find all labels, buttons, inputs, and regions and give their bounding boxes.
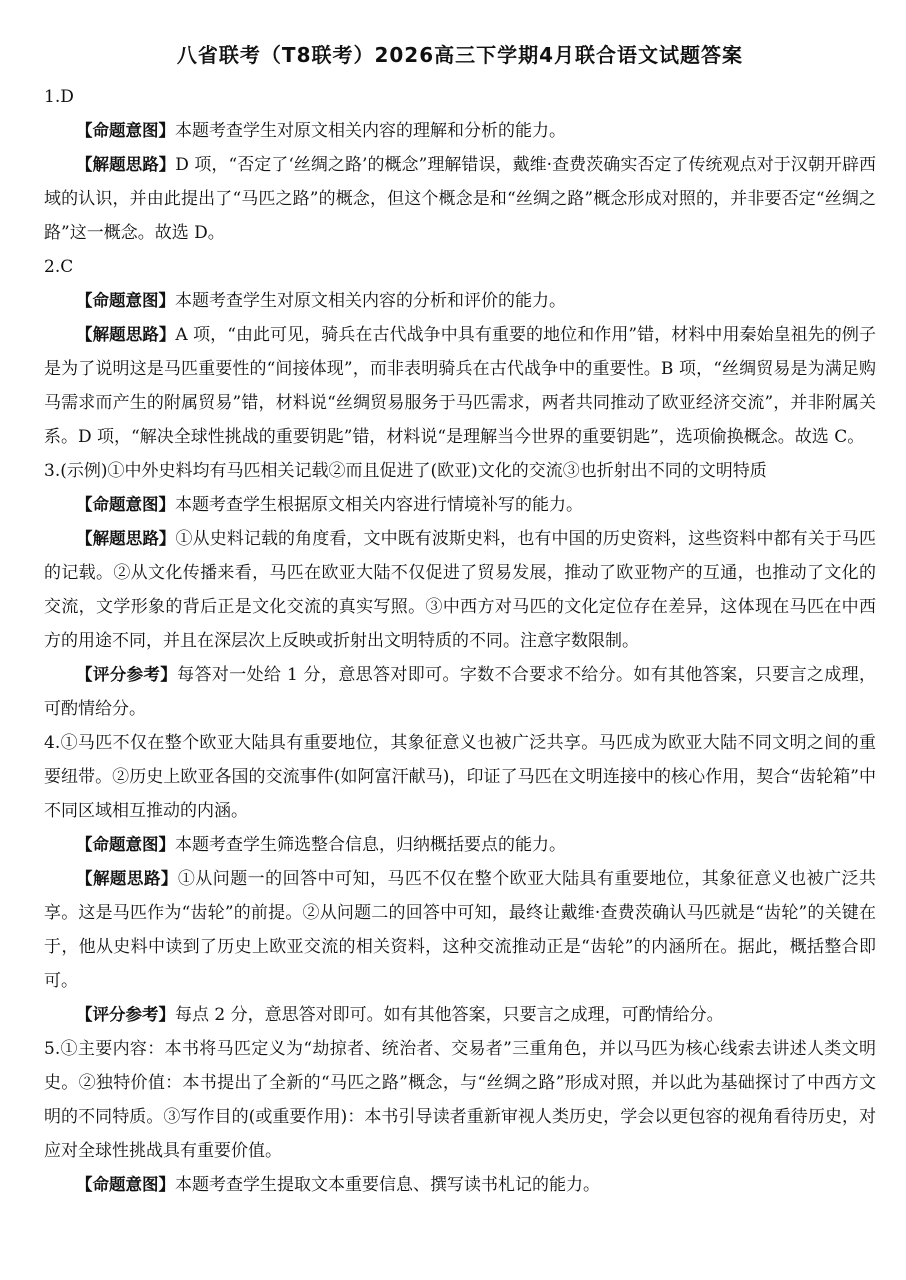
q3-intent-text: 本题考查学生根据原文相关内容进行情境补写的能力。 [175, 495, 583, 515]
scoring-label: 【评分参考】 [76, 1005, 175, 1024]
q3-intent [44, 488, 876, 522]
q2-intent [44, 284, 876, 318]
q2-approach-text: A 项，“由此可见，骑兵在古代战争中具有重要的地位和作用”错，材料中用秦始皇祖先的例子是为了说明这是马匹重要性的“间接体现”，而非表明骑兵在古代战争中的重要性。B 项，“丝绸贸易是为满足购马需求而产生的附属贸易”错，材料说“丝绸贸易服务于马匹需求，两者共同推动了欧亚经济交流”，并非附属关系。D 项，“解决全球性挑战的重要钥匙”错，材料说“是理解当今世界的重要钥匙”，选项偷换概念。故选 C。 [44, 325, 876, 447]
approach-label: 【解题思路】 [76, 325, 176, 344]
q4-approach-text: ①从问题一的回答中可知，马匹不仅在整个欧亚大陆具有重要地位，其象征意义也被广泛共享。这是马匹作为“齿轮”的前提。②从问题二的回答中可知，最终让戴维·查费茨确认马匹就是“齿轮”的关键在于，他从史料中读到了历史上欧亚交流的相关资料，这种交流推动正是“齿轮”的内涵所在。据此，概括整合即可。 [44, 869, 877, 991]
intent-label: 【命题意图】 [76, 835, 175, 854]
intent-label: 【命题意图】 [76, 495, 175, 514]
page-title: 八省联考（T8联考）2026高三下学期4月联合语文试题答案 [176, 43, 744, 67]
q5-answer: 5.①主要内容：本书将马匹定义为“劫掠者、统治者、交易者”三重角色，并以马匹为核心线索去讲述人类文明史。②独特价值：本书提出了全新的“马匹之路”概念，与“丝绸之路”形成对照，并以此为基础探讨了中西方文明的不同特质。③写作目的(或重要作用)：本书引导读者重新审视人类历史，学会以更包容的视角看待历史，对应对全球性挑战具有重要价值。 [44, 1039, 876, 1161]
q4-scoring-text: 每点 2 分，意思答对即可。如有其他答案，只要言之成理，可酌情给分。 [175, 1005, 724, 1025]
q1-approach-text: D 项，“否定了‘丝绸之路’的概念”理解错误，戴维·查费茨确实否定了传统观点对于汉朝开辟西域的认识，并由此提出了“马匹之路”的概念，但这个概念是和“丝绸之路”概念形成对照的，并非要否定“丝绸之路”这一概念。故选 D。 [44, 155, 876, 243]
q1-approach [44, 148, 876, 250]
q1-intent [44, 114, 876, 148]
approach-label: 【解题思路】 [76, 155, 176, 174]
q5-intent [44, 1168, 876, 1202]
approach-label: 【解题思路】 [76, 869, 178, 888]
q4-intent-text: 本题考查学生筛选整合信息，归纳概括要点的能力。 [175, 835, 566, 855]
intent-label: 【命题意图】 [76, 121, 175, 140]
approach-label: 【解题思路】 [76, 529, 176, 548]
q3-scoring-text: 每答对一处给 1 分，意思答对即可。字数不合要求不给分。如有其他答案，只要言之成理，可酌情给分。 [44, 665, 877, 719]
q3-answer: 3.(示例)①中外史料均有马匹相关记载②而且促进了(欧亚)文化的交流③也折射出不同的文明特质 [44, 461, 767, 481]
q4-approach [44, 862, 876, 998]
q2-intent-text: 本题考查学生对原文相关内容的分析和评价的能力。 [175, 291, 566, 311]
q3-approach [44, 522, 876, 658]
question-5 [44, 1032, 876, 1202]
q1-intent-text: 本题考查学生对原文相关内容的理解和分析的能力。 [175, 121, 566, 141]
q4-intent [44, 828, 876, 862]
q5-intent-text: 本题考查学生提取文本重要信息、撰写读书札记的能力。 [175, 1175, 600, 1195]
q4-answer: 4.①马匹不仅在整个欧亚大陆具有重要地位，其象征意义也被广泛共享。马匹成为欧亚大陆不同文明之间的重要纽带。②历史上欧亚各国的交流事件(如阿富汗献马)，印证了马匹在文明连接中的核心作用，契合“齿轮箱”中不同区域相互推动的内涵。 [44, 733, 876, 821]
question-4 [44, 726, 876, 1032]
q4-scoring [44, 998, 876, 1032]
q1-answer: 1.D [44, 87, 74, 107]
q2-approach [44, 318, 876, 454]
q3-scoring [44, 658, 876, 726]
question-3 [44, 454, 876, 726]
q3-approach-text: ①从史料记载的角度看，文中既有波斯史料，也有中国的历史资料，这些资料中都有关于马匹的记载。②从文化传播来看，马匹在欧亚大陆不仅促进了贸易发展，推动了欧亚物产的互通，也推动了文化的交流，文学形象的背后正是文化交流的真实写照。③中西方对马匹的文化定位存在差异，这体现在马匹在中西方的用途不同，并且在深层次上反映或折射出文明特质的不同。注意字数限制。 [44, 529, 877, 651]
scoring-label: 【评分参考】 [76, 665, 178, 684]
intent-label: 【命题意图】 [76, 1175, 175, 1194]
question-1 [44, 80, 876, 250]
question-2 [44, 250, 876, 454]
q2-answer: 2.C [44, 257, 74, 277]
intent-label: 【命题意图】 [76, 291, 175, 310]
